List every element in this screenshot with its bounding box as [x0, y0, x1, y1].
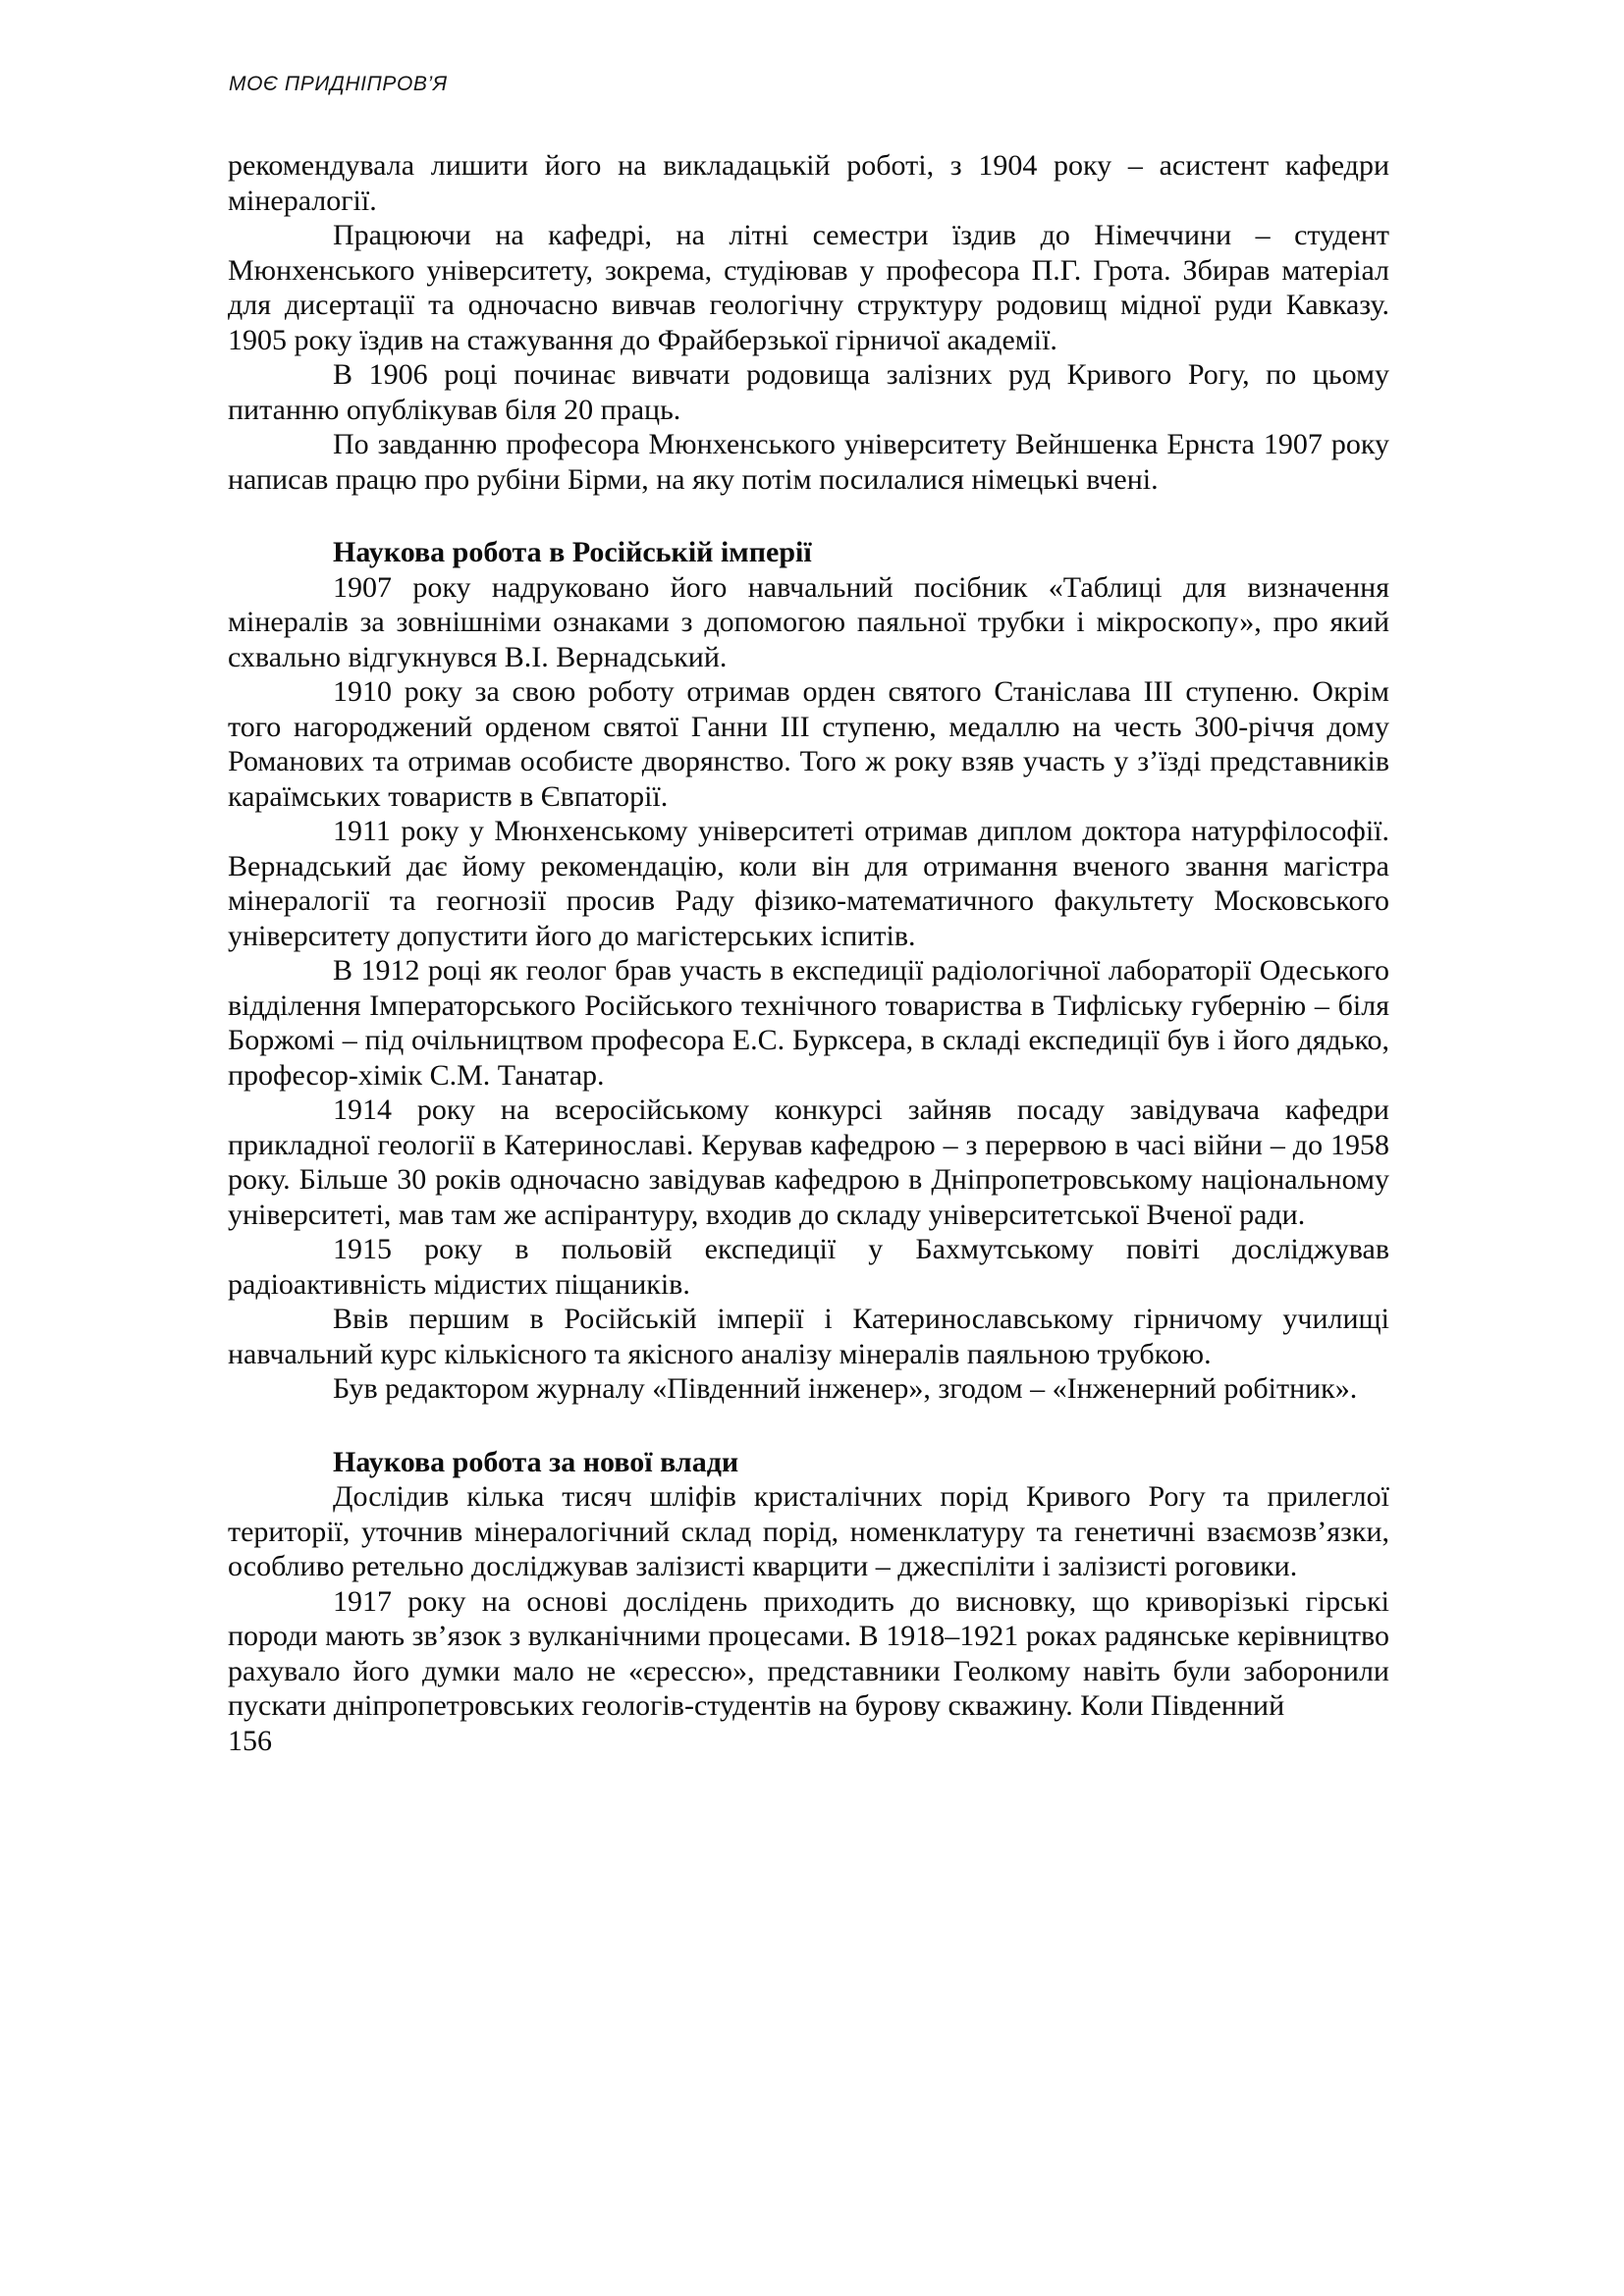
- section-heading: Наукова робота за нової влади: [333, 1445, 739, 1478]
- body-paragraph: 1910 року за свою роботу отримав орден святого Станіслава III ступеню. Окрім того нагороджений орденом святої Ганни III ступеню, медаллю на честь 300-річчя дому Романових та отримав особисте дворянство. Того ж року взяв участь у з’їзді представників караїмських товариств в Євпаторії.: [228, 675, 1389, 813]
- body-paragraph: Працюючи на кафедрі, на літні семестри їздив до Німеччини – студент Мюнхенського університету, зокрема, студіював у професора П.Г. Грота. Збирав матеріал для дисертації та одночасно вивчав геологічну структуру родовищ мідної руди Кавказу. 1905 року їздив на стажування до Фрайберзької гірничої академії.: [228, 219, 1389, 356]
- body-paragraph: 1911 року у Мюнхенському університеті отримав диплом доктора натурфілософії. Вернадський дає йому рекомендацію, коли він для отримання вченого звання магістра мінералогії та геогнозії просив Раду фізико-математичного факультету Московського університету допустити його до магістерських іспитів.: [228, 815, 1389, 952]
- body-paragraph: 1907 року надруковано його навчальний посібник «Таблиці для визначення мінералів за зовнішніми ознаками з допомогою паяльної трубки і мікроскопу», про який схвально відгукнувся В.І. Вернадський.: [228, 570, 1389, 673]
- text-column: [228, 148, 1389, 1758]
- body-paragraph: 1914 року на всеросійському конкурсі зайняв посаду завідувача кафедри прикладної геології в Катеринославі. Керував кафедрою – з перервою в часі війни – до 1958 року. Більше 30 років одночасно завідував кафедрою в Дніпропетровському національному університеті, мав там же аспірантуру, входив до складу університетської Вченої ради.: [228, 1094, 1389, 1231]
- body-paragraph: Ввів першим в Російській імперії і Катеринославському гірничому училищі навчальний курс кількісного та якісного аналізу мінералів паяльною трубкою.: [228, 1303, 1389, 1370]
- page-number: 156: [228, 1724, 272, 1757]
- section-heading: Наукова робота в Російській імперії: [333, 536, 812, 568]
- body-paragraph: В 1912 році як геолог брав участь в експедиції радіологічної лабораторії Одеського відділення Імператорського Російського технічного товариства в Тифліську губернію – біля Боржомі – під очільництвом професора Е.С. Бурксера, в складі експедиції був і його дядько, професор-хімік С.М. Танатар.: [228, 954, 1389, 1092]
- body-paragraph: В 1906 році починає вивчати родовища залізних руд Кривого Рогу, по цьому питанню опублікував біля 20 праць.: [228, 358, 1389, 426]
- body-paragraph: 1915 року в польовій експедиції у Бахмутському повіті досліджував радіоактивність мідистих піщаників.: [228, 1233, 1389, 1301]
- running-header: МОЄ ПРИДНІПРОВ’Я: [229, 73, 448, 95]
- body-paragraph: По завданню професора Мюнхенського університету Вейншенка Ернста 1907 року написав працю про рубіни Бірми, на яку потім посилалися німецькі вчені.: [228, 428, 1389, 496]
- body-paragraph: Дослідив кілька тисяч шліфів кристалічних порід Кривого Рогу та прилеглої території, уточнив мінералогічний склад порід, номенклатуру та генетичні взаємозв’язки, особливо ретельно досліджував залізисті кварцити – джеспіліти і залізисті роговики.: [228, 1480, 1389, 1582]
- body-paragraph: Був редактором журналу «Південний інженер», згодом – «Інженерний робітник».: [333, 1372, 1358, 1405]
- body-paragraph: рекомендувала лишити його на викладацькій роботі, з 1904 року – асистент кафедри мінералогії.: [228, 149, 1389, 217]
- body-paragraph: 1917 року на основі дослідень приходить до висновку, що криворізькі гірські породи мають зв’язок з вулканічними процесами. В 1918–1921 роках радянське керівництво рахувало його думки мало не «єрессю», представники Геолкому навіть були заборонили пускати дніпропетровських геологів-студентів на бурову скважину. Коли Південний: [228, 1584, 1389, 1722]
